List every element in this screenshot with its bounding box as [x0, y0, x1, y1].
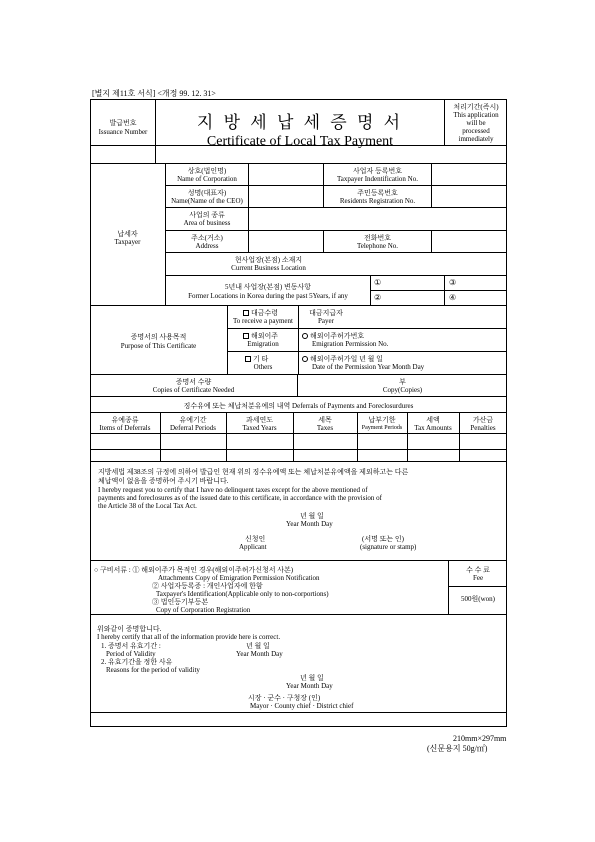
- fee-value: 500원(won): [461, 595, 495, 603]
- issuance-number-label-en: Issuance Number: [98, 128, 148, 136]
- emigration-date-ko: 해외이주허가일 년 월 일: [310, 355, 383, 363]
- resident-no-en: Residents Registration No.: [339, 197, 416, 205]
- emigration-permission-ko-row: [302, 332, 364, 340]
- taxpayer-label-en: Taxpayer: [114, 238, 141, 246]
- former-locations-ko: 5년내 사업장(본점) 변동사항: [224, 283, 312, 291]
- request-date-en: Year Month Day: [286, 520, 333, 528]
- processing-ko: 처리기간(즉시): [453, 103, 499, 111]
- mayor-en: Mayor · County chief · District chief: [250, 702, 354, 710]
- copies-unit-ko: 부: [399, 378, 406, 386]
- emigration-ko: 해외이주: [251, 332, 279, 340]
- col-taxed-years-ko: 과세연도: [245, 416, 274, 424]
- attachments-6: Copy of Corporation Registration: [156, 606, 251, 614]
- request-ko-2: 체납액이 없음을 증명하여 주시기 바랍니다.: [98, 477, 229, 485]
- col-deferral-items-ko: 유예종류: [111, 416, 139, 424]
- processing-en-1: This application: [453, 111, 499, 119]
- attachments-1: ○ 구비서류 : ① 해외이주가 목적인 경우(해외이주허가신청서 사본): [94, 566, 294, 574]
- copies-unit-en: Copy(Copies): [382, 386, 423, 394]
- fee-ko: 수 수 료: [466, 566, 490, 574]
- processing-en-3: processed: [462, 127, 490, 135]
- copies-needed-ko: 증명서 수량: [175, 378, 212, 386]
- validity-ko: 1. 증명서 유효기간 :: [101, 642, 161, 650]
- col-payment-periods-en: Payment Periods: [361, 425, 403, 431]
- ceo-en: Name(Name of the CEO): [171, 197, 243, 205]
- former-locations-en: Former Locations in Korea during the past 5Years, if any: [188, 292, 348, 300]
- mayor-ko: 시장 · 군수 · 구청장 (인): [248, 694, 321, 702]
- purpose-label-en: Purpose of This Certificate: [120, 342, 197, 350]
- certify-ko: 위와같이 증명합니다.: [97, 625, 162, 633]
- former-4: ④: [449, 293, 457, 302]
- resident-no-ko: 주민등록번호: [357, 189, 398, 197]
- request-en-3: the Article 38 of the Local Tax Act.: [98, 502, 197, 510]
- bullet-icon: [302, 356, 308, 362]
- business-area-ko: 사업의 종류: [189, 211, 225, 219]
- tin-en: Taxpayer Indentification No.: [337, 175, 418, 183]
- reason-ko: 2. 유효기간을 정한 사유: [101, 658, 173, 666]
- col-taxed-years-en: Taxed Years: [242, 424, 277, 432]
- validity-en: Period of Validity: [106, 650, 156, 658]
- applicant-ko: 신청인: [245, 535, 266, 543]
- business-area-en: Area of business: [183, 219, 231, 227]
- address-ko: 주소(거소): [191, 234, 223, 242]
- payer-ko: 대금지급자: [309, 309, 343, 317]
- title-en: Certificate of Local Tax Payment: [206, 134, 394, 149]
- col-tax-amounts-en: Tax Amounts: [414, 424, 452, 432]
- reason-en: Reasons for the period of validity: [106, 666, 200, 674]
- col-payment-periods-ko: 납부기한: [368, 416, 396, 424]
- receive-payment-checkbox[interactable]: [243, 310, 249, 316]
- attachments-4: Taxpayer's Identification(Applicable only to non-corportions): [156, 590, 329, 598]
- title-ko: 지 방 세 납 세 증 명 서: [196, 113, 404, 132]
- certify-date-ko: 년 월 일: [300, 674, 324, 682]
- receive-payment-option[interactable]: [243, 309, 278, 317]
- tin-ko: 사업자 등록번호: [352, 167, 403, 175]
- others-en: Others: [253, 363, 273, 371]
- current-location-en: Current Business Location: [231, 264, 306, 272]
- signature-ko: (서명 또는 인): [362, 535, 404, 543]
- col-deferral-items-en: Items of Deferrals: [99, 424, 151, 432]
- paper-type: (신문용지 50g/㎡): [427, 744, 488, 753]
- col-deferral-periods-ko: 유예기간: [179, 416, 207, 424]
- request-en-1: I hereby request you to certify that I have no delinquent taxes except for the above mentioned of: [98, 486, 368, 494]
- receive-payment-ko: 대금수령: [251, 309, 279, 317]
- copies-needed-en: Copies of Certificate Needed: [152, 386, 235, 394]
- certify-date-en: Year Month Day: [286, 682, 333, 690]
- request-date-ko: 년 월 일: [300, 512, 324, 520]
- col-deferral-periods-en: Deferral Periods: [169, 424, 217, 432]
- attachments-3: ② 사업자등록증 : 개인사업자에 한함: [152, 582, 263, 590]
- applicant-en: Applicant: [239, 543, 267, 551]
- col-taxes-en: Taxes: [316, 424, 334, 432]
- signature-en: (signature or stamp): [360, 543, 417, 551]
- processing-en-4: immediately: [458, 135, 494, 143]
- attachments-5: ③ 법인등기부등본: [152, 598, 209, 606]
- receive-payment-en: To receive a payment: [233, 317, 293, 325]
- telephone-en: Telephone No.: [356, 242, 399, 250]
- former-1: ①: [374, 278, 382, 287]
- issuance-number-label-ko: 발급번호: [109, 119, 137, 127]
- emigration-checkbox[interactable]: [243, 333, 249, 339]
- emigration-permission-ko: 해외이주허가번호: [310, 332, 365, 340]
- former-3: ③: [449, 278, 457, 287]
- attachments-2: Attachments Copy of Emigration Permission Notification: [158, 574, 320, 582]
- emigration-date-ko-row: [302, 355, 383, 363]
- col-penalties-ko: 가산금: [472, 416, 494, 424]
- form-label: [별지 제11호 서식] <개정 99. 12. 31>: [92, 89, 216, 98]
- col-taxes-ko: 세목: [318, 416, 332, 424]
- validity-date-ko: 년 월 일: [246, 642, 270, 650]
- deferrals-title: 징수유예 또는 체납처분유예의 내역 Deferrals of Payments and Foreclosurdures: [183, 402, 414, 410]
- validity-date-en: Year Month Day: [236, 650, 283, 658]
- request-ko-1: 지방세법 제38조의 규정에 의하여 발급인 현재 위의 징수유예액 또는 체납처분유예액을 제외하고는 다른: [98, 468, 409, 476]
- others-checkbox[interactable]: [245, 356, 251, 362]
- request-en-2: payments and foreclosures as of the issued date to this certificate, in accordance with the provision of: [98, 494, 382, 502]
- col-penalties-en: Penalties: [470, 424, 496, 432]
- taxpayer-label-ko: 납세자: [117, 230, 138, 238]
- current-location-ko: 현사업장(본점) 소재지: [234, 256, 303, 264]
- corp-name-en: Name of Corporation: [177, 175, 237, 183]
- others-ko: 기 타: [253, 355, 269, 363]
- payer-en: Payer: [318, 317, 334, 325]
- former-2: ②: [374, 293, 382, 302]
- certify-en: I hereby certify that all of the information provide here is correct.: [97, 633, 281, 641]
- corp-name-ko: 상호(법인명): [187, 167, 227, 175]
- purpose-label-ko: 증명서의 사용목적: [130, 333, 187, 341]
- telephone-ko: 전화번호: [363, 234, 392, 242]
- emigration-date-en: Date of the Permission Year Month Day: [312, 363, 425, 371]
- emigration-en: Emigration: [247, 340, 279, 348]
- col-tax-amounts-ko: 세액: [426, 416, 440, 424]
- emigration-option[interactable]: [243, 332, 278, 340]
- address-en: Address: [195, 242, 219, 250]
- processing-en-2: will be: [466, 119, 486, 127]
- ceo-ko: 성명(대표자): [187, 189, 227, 197]
- others-option[interactable]: [245, 355, 268, 363]
- paper-size: 210mm×297mm: [453, 734, 507, 743]
- bullet-icon: [302, 333, 308, 339]
- fee-en: Fee: [472, 574, 484, 582]
- emigration-permission-en: Emigration Permission No.: [312, 340, 389, 348]
